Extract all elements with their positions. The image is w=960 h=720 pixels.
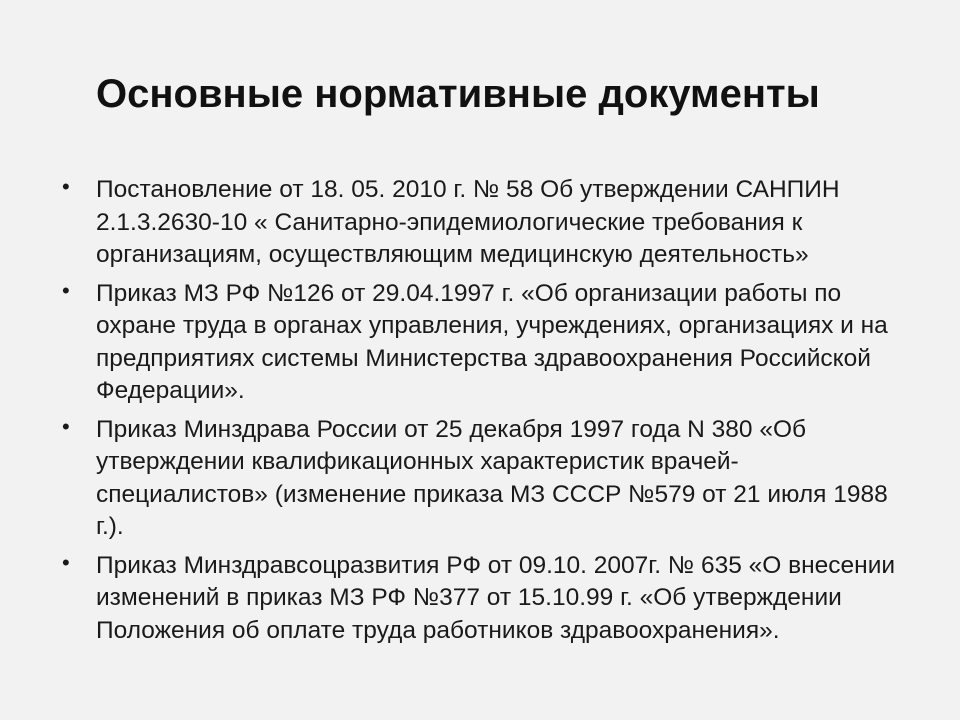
bullet-list <box>62 174 902 653</box>
bullet-item <box>62 550 902 648</box>
slide-title: Основные нормативные документы <box>96 72 820 116</box>
bullet-text: Постановление от 18. 05. 2010 г. № 58 Об утверждении САНПИН 2.1.3.2630-10 « Санитарно-эпидемиологические требования к организациям, осуществляющим медицинскую деятельность» <box>96 176 840 268</box>
bullet-item <box>62 174 902 272</box>
bullet-item <box>62 278 902 408</box>
bullet-icon: • <box>62 277 70 303</box>
bullet-icon: • <box>62 549 70 575</box>
bullet-text: Приказ Минздравсоцразвития РФ от 09.10. 2007г. № 635 «О внесении изменений в приказ МЗ РФ №377 от 15.10.99 г. «Об утверждении Положения об оплате труда работников здравоохранения». <box>96 551 896 644</box>
bullet-text: Приказ МЗ РФ №126 от 29.04.1997 г. «Об организации работы по охране труда в органах управления, учреждениях, организациях и на предприятиях системы Министерства здравоохранения Российской Федерации». <box>96 279 888 404</box>
bullet-icon: • <box>62 413 70 439</box>
bullet-item <box>62 414 902 544</box>
bullet-icon: • <box>62 174 70 199</box>
bullet-text: Приказ Минздрава России от 25 декабря 1997 года N 380 «Об утверждении квалификационных характеристик врачей-специалистов» (изменение приказа МЗ СССР №579 от 21 июля 1988 г.). <box>96 415 888 540</box>
